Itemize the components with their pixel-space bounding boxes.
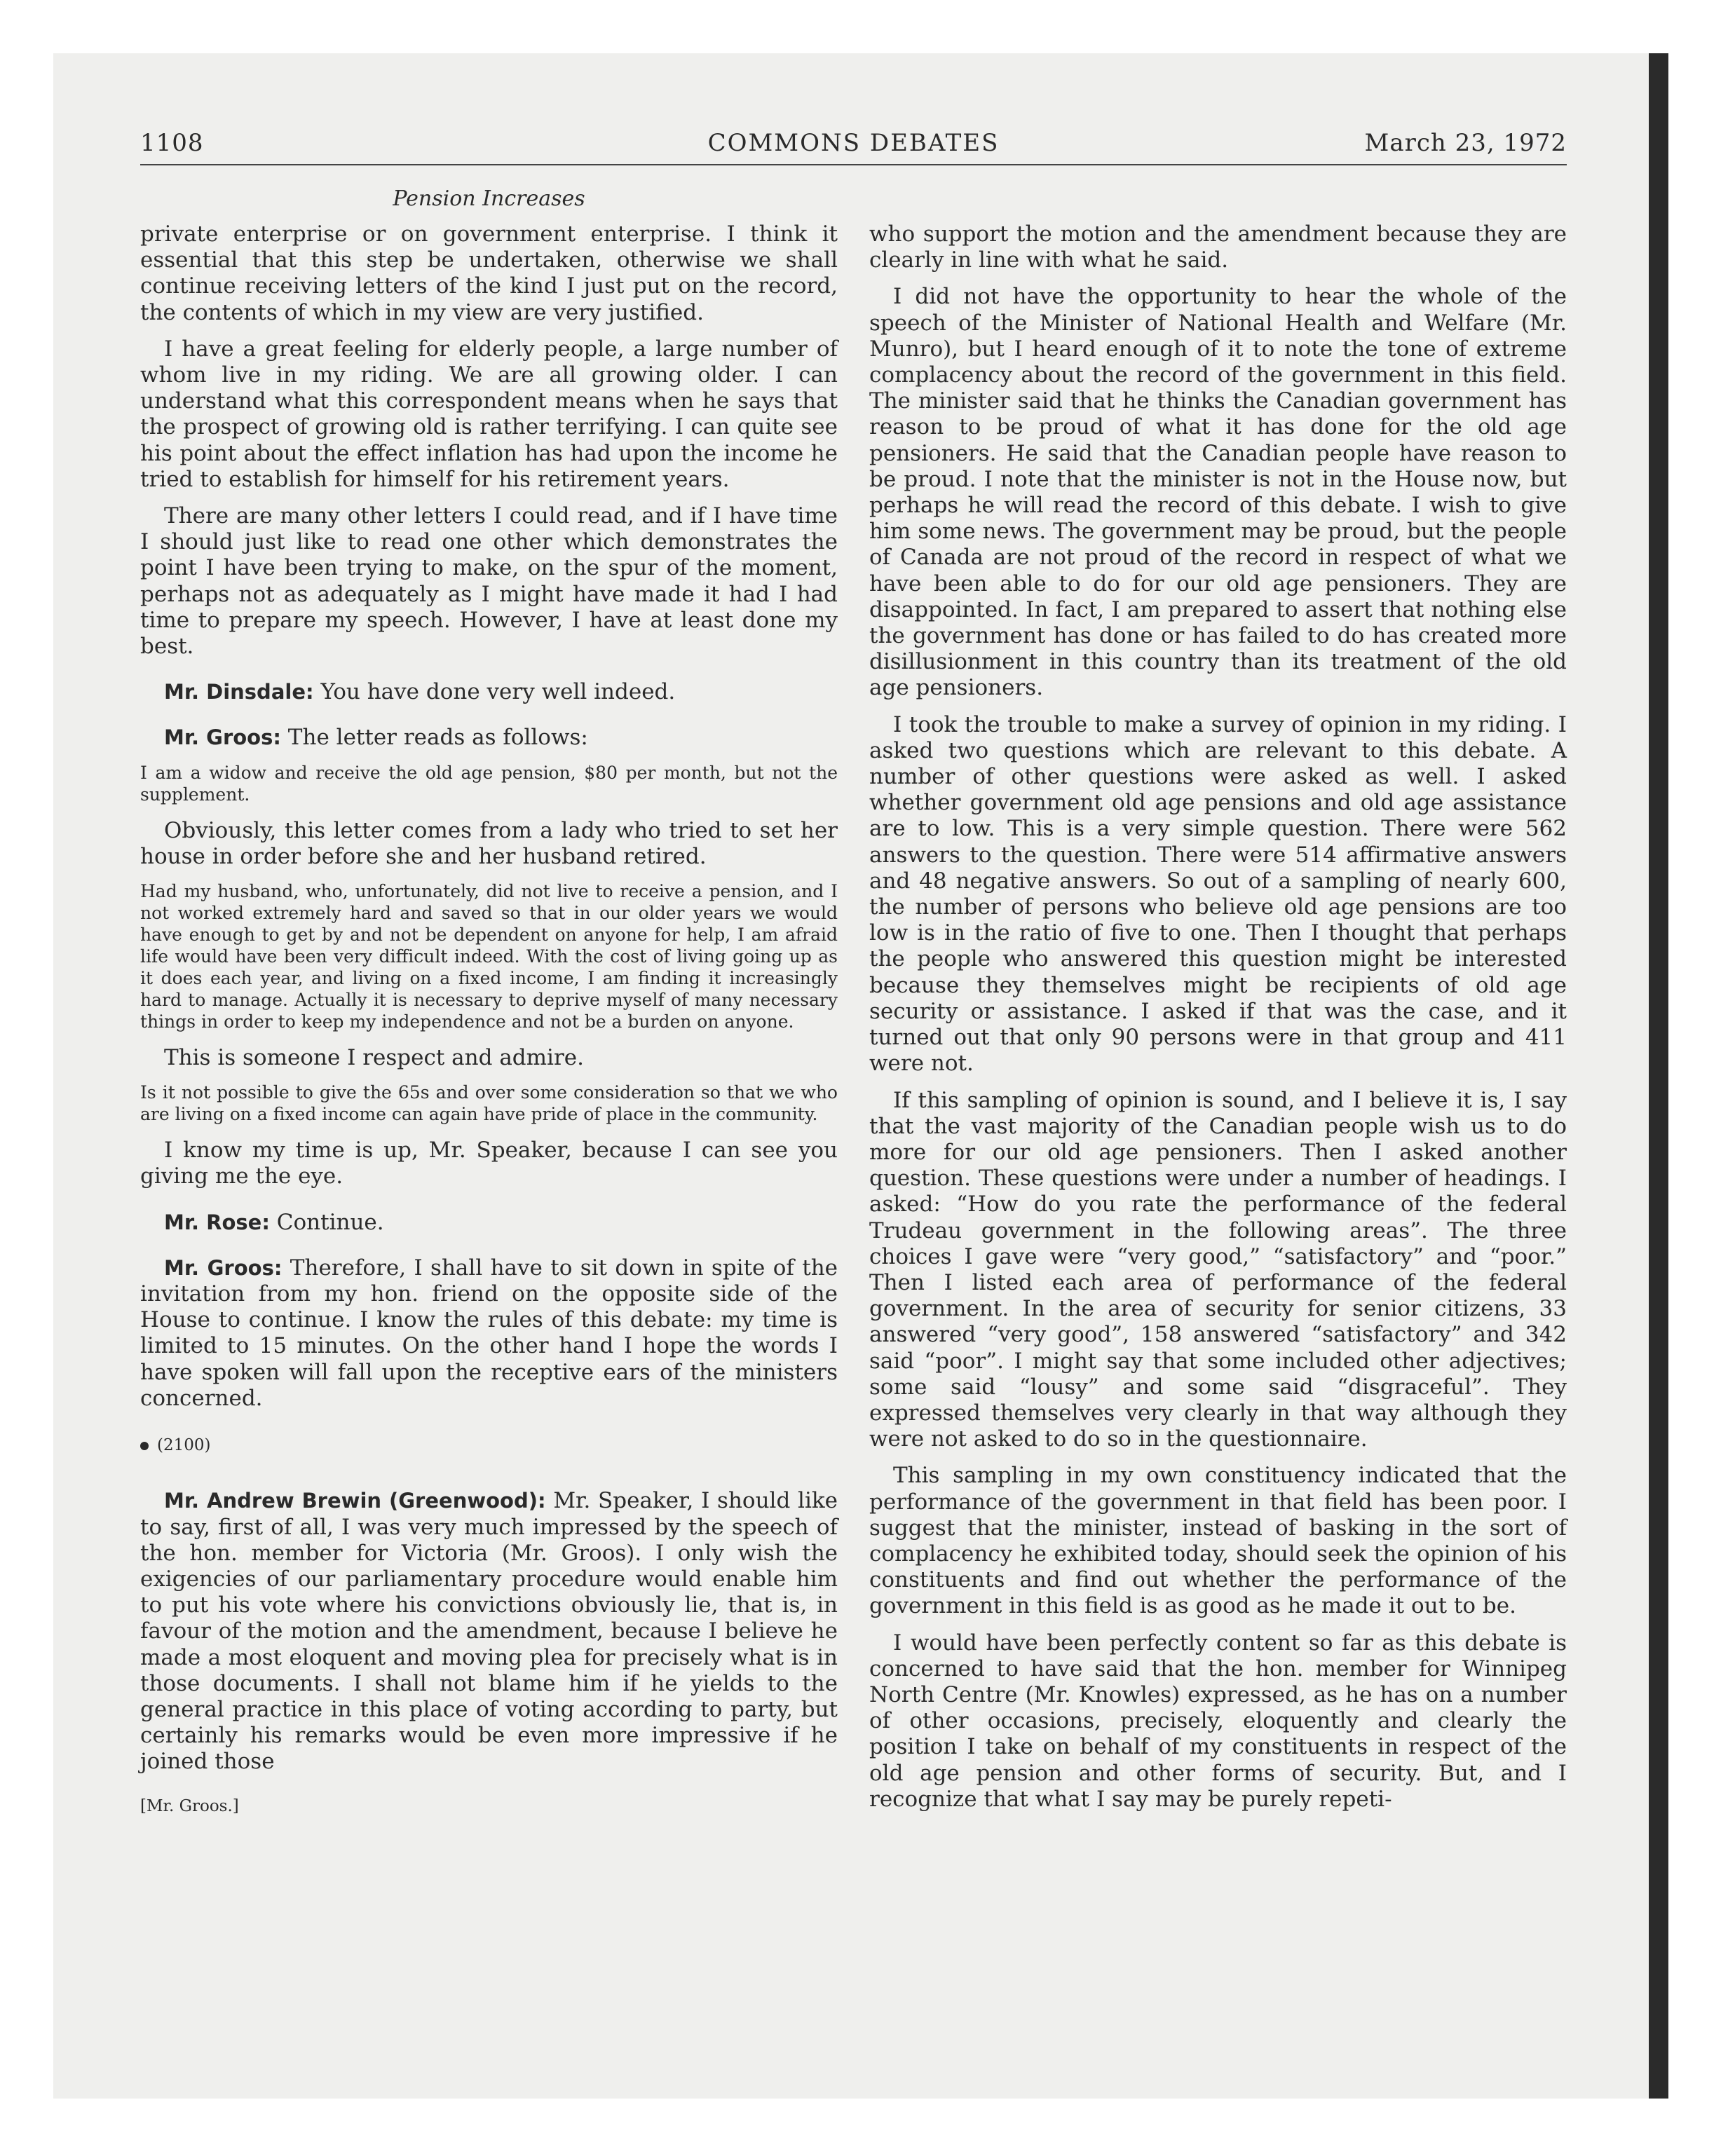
footer-note: [Mr. Groos.]: [140, 1796, 239, 1815]
quoted-letter: Is it not possible to give the 65s and over some consideration so that we who are living on a fixed income can again have pride of place in the community.: [140, 1082, 838, 1125]
left-column: [140, 221, 838, 1820]
page-date: March 23, 1972: [1364, 129, 1567, 157]
paragraph: I did not have the opportunity to hear the whole of the speech of the Minister of National Health and Welfare (Mr. Munro), but I heard enough of it to note the tone of extreme complacency about the record of the government in this field. The minister said that he thinks the Canadian government has reason to be proud of what it has done for the old age pensioners. He said that the Canadian people have reason to be proud. I note that the minister is not in the House now, but perhaps he will read the record of this debate. I wish to give him some news. The government may be proud, but the people of Canada are not proud of the record in respect of what we have been able to do for our old age pensioners. They are disappointed. In fact, I am prepared to assert that nothing else the government has done or has failed to do has created more disillusionment in this country than its treatment of the old age pensioners.: [869, 284, 1567, 701]
speech: [140, 679, 838, 705]
speaker-name: Mr. Groos:: [164, 1255, 283, 1280]
page-number: 1108: [140, 129, 204, 157]
page-edge-shadow: [1649, 53, 1668, 2099]
paragraph: private enterprise or on government enterprise. I think it essential that this step be undertaken, otherwise we shall continue receiving letters of the kind I just put on the record, the contents of which in my view are very justified.: [140, 221, 838, 325]
speech: [140, 1488, 838, 1775]
journal-title: COMMONS DEBATES: [707, 129, 1000, 157]
speaker-name: Mr. Andrew Brewin (Greenwood):: [164, 1489, 546, 1513]
right-column: [869, 221, 1567, 1823]
paragraph: There are many other letters I could read, and if I have time I should just like to read one other which demonstrates the point I have been trying to make, on the spur of the moment, perhaps not as adequately as I might have made it had I had time to prepare my speech. However, I have at least done my best.: [140, 503, 838, 660]
speech-text: Mr. Speaker, I should like to say, first of all, I was very much impressed by the speech of the hon. member for Victoria (Mr. Groos). I only wish the exigencies of our parliamentary procedure would enable him to put his vote where his convictions obviously lie, that is, in favour of the motion and the amendment, because I believe he made a most eloquent and moving plea for precisely what is in those documents. I shall not blame him if he yields to the general practice in this place of voting according to party, but certainly his remarks would be even more impressive if he joined those: [140, 1488, 838, 1775]
paragraph: This sampling in my own constituency indicated that the performance of the government in that field has been poor. I suggest that the minister, instead of basking in the sort of complacency he exhibited today, should seek the opinion of his constituents and find out whether the performance of the government in this field is as good as he made it out to be.: [869, 1463, 1567, 1619]
paragraph: This is someone I respect and admire.: [164, 1045, 584, 1071]
speaker-name: Mr. Dinsdale:: [164, 680, 314, 704]
speech-text: The letter reads as follows:: [280, 725, 588, 751]
subject-heading: Pension Increases: [393, 186, 585, 211]
paragraph: Obviously, this letter comes from a lady who tried to set her house in order before she and her husband retired.: [140, 817, 838, 869]
running-head: [140, 129, 1567, 164]
paragraph: I took the trouble to make a survey of opinion in my riding. I asked two questions which are relevant to this debate. A number of other questions were asked as well. I asked whether government old age pensions and old age assistance are to low. This is a very simple question. There were 562 answers to the question. There were 514 affirmative answers and 48 negative answers. So out of a sampling of nearly 600, the number of persons who believe old age pensions are too low is in the ratio of five to one. Then I thought that perhaps the people who answered this question might be interested because they themselves might be recipients of old age security or assistance. I asked if that was the case, and it turned out that only 90 persons were in that group and 411 were not.: [869, 711, 1567, 1077]
quoted-letter: Had my husband, who, unfortunately, did not live to receive a pension, and I not worked extremely hard and saved so that in our older years we would have enough to get by and not be dependent on anyone for help, I am afraid life would have been very difficult indeed. With the cost of living going up as it does each year, and living on a fixed income, I am finding it increasingly hard to manage. Actually it is necessary to deprive myself of many necessary things in order to keep my independence and not be a burden on anyone.: [140, 881, 838, 1032]
speech-text: Continue.: [269, 1209, 384, 1235]
paragraph: I know my time is up, Mr. Speaker, because I can see you giving me the eye.: [140, 1138, 838, 1189]
time-marker: [140, 1433, 838, 1459]
header-rule: [140, 164, 1567, 165]
speech-text: Therefore, I shall have to sit down in spite of the invitation from my hon. friend on the opposite side of the House to continue. I know the rules of this debate: my time is limited to 15 minutes. On the other hand I hope the words I have spoken will fall upon the receptive ears of the ministers concerned.: [140, 1255, 838, 1411]
time-marker-text: (2100): [157, 1436, 211, 1455]
speech: [140, 1255, 838, 1412]
bullet-icon: [140, 1442, 149, 1450]
speech-text: You have done very well indeed.: [313, 679, 676, 705]
paragraph: If this sampling of opinion is sound, and I believe it is, I say that the vast majority of the Canadian people wish us to do more for our old age pensioners. Then I asked another question. These questions were under a number of headings. I asked: “How do you rate the performance of the federal Trudeau government in the following areas”. The three choices I gave were “very good,” “satisfactory” and “poor.” Then I listed each area of performance of the federal government. In the area of security for senior citizens, 33 answered “very good”, 158 answered “satisfactory” and 342 said “poor”. I might say that some included other adjectives; some said “lousy” and some said “disgraceful”. They expressed themselves very clearly in that way although they were not asked to do so in the questionnaire.: [869, 1087, 1567, 1452]
paragraph: I have a great feeling for elderly people, a large number of whom live in my riding. We are all growing older. I can understand what this correspondent means when he says that the prospect of growing old is rather terrifying. I can quite see his point about the effect inflation has had upon the income he tried to establish for himself for his retirement years.: [140, 336, 838, 492]
speech: [140, 1210, 838, 1236]
paragraph: I would have been perfectly content so far as this debate is concerned to have said that the hon. member for Winnipeg North Centre (Mr. Knowles) expressed, as he has on a number of other occasions, precisely, eloquently and clearly the position I take on behalf of my constituents in respect of the old age pension and other forms of security. But, and I recognize that what I say may be purely repeti-: [869, 1630, 1567, 1812]
speaker-name: Mr. Rose:: [164, 1210, 270, 1234]
paragraph: who support the motion and the amendment because they are clearly in line with what he said.: [869, 221, 1567, 273]
speech: [140, 725, 838, 751]
quoted-letter: I am a widow and receive the old age pension, $80 per month, but not the supplement.: [140, 762, 838, 805]
speaker-name: Mr. Groos:: [164, 725, 281, 750]
